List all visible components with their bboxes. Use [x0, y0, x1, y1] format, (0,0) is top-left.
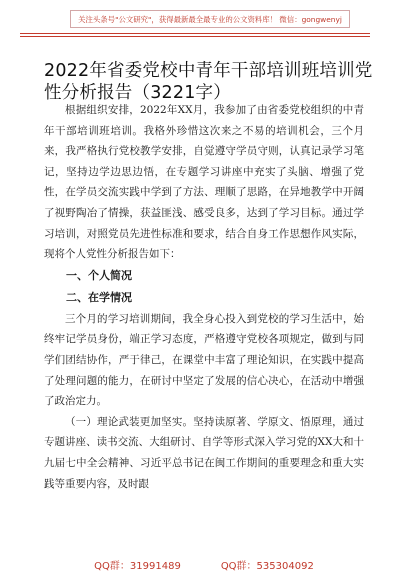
footer-qq-group-1: QQ群：31991489 [94, 561, 181, 572]
theory-paragraph: （一）理论武装更加坚实。坚持读原著、学原文、悟原理，通过专题讲座、读书交流、大组研讨、自学等形式深入学习党的XX大和十九届七中全会精神、习近平总书记在闽工作期间的重要理念和重大实践等重要内容，及时跟 [44, 415, 364, 490]
footer [0, 557, 408, 572]
promo-banner [70, 10, 350, 28]
section-heading-1: 一、个人简况 [66, 268, 132, 282]
footer-qq-group-2: QQ群：535304092 [220, 561, 314, 572]
section-heading-2: 二、在学情况 [66, 290, 132, 304]
document-title: 2022年省委党校中青年干部培训班培训党性分析报告（3221字） [44, 61, 373, 103]
intro-paragraph: 根据组织安排，2022年XX月，我参加了由省委党校组织的中青年干部培训班培训。我格外珍惜这次来之不易的培训机会，三个月来，我严格执行党校教学安排，自觉遵守学员守则，认真记录学习笔记，坚持边学边思边悟，在专题学习讲座中充实了头脑、增强了党性，在学员交流实践中学到了方法、理顺了思路，在异地教学中开阔了视野陶冶了情操，获益匪浅、感受良多，达到了学习目标。通过学习培训，对照党员先进性标准和要求，结合自身工作思想作风实际，现将个人党性分析报告如下： [44, 104, 364, 261]
header-divider-top [20, 33, 370, 34]
promo-text: 关注头条号"公文研究"，获得最新最全最专业的公文资料库！ 微信：gongwenyj [78, 14, 342, 24]
document-body [44, 100, 364, 494]
study-paragraph: 三个月的学习培训期间，我全身心投入到党校的学习生活中，始终牢记学员身份，端正学习态度，严格遵守党校各项规定，做到与同学们团结协作，严于律己，在课堂中丰富了理论知识，在实践中提高了处理问题的能力，在研讨中坚定了发展的信心决心，在活动中增强了政治定力。 [44, 312, 364, 408]
header-divider-bottom [20, 36, 370, 37]
